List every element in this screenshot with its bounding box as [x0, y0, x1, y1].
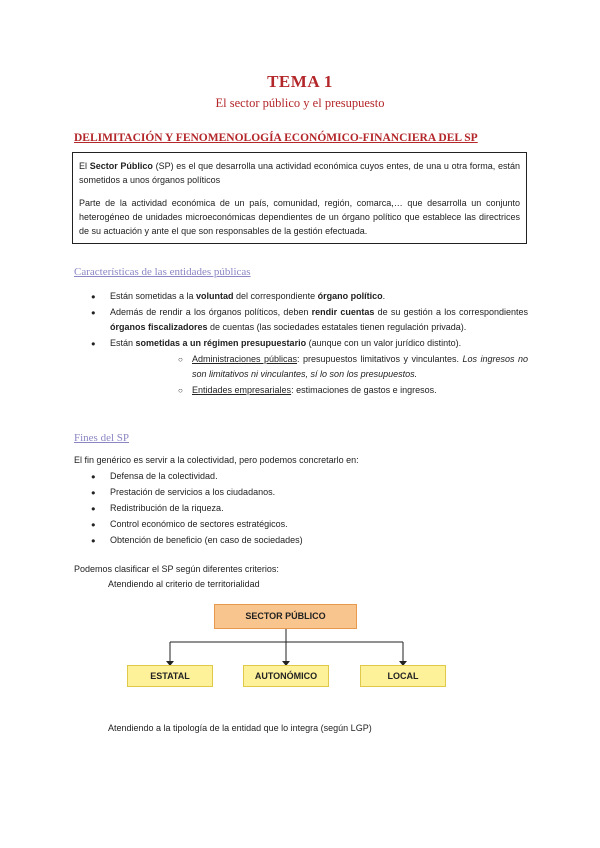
list-item: ● Redistribución de la riqueza.: [90, 501, 530, 516]
definition-paragraph-2: Parte de la actividad económica de un país, comunidad, región, comarca,… que desarrolla un conjunto heterogéneo de unidades microeconómicas dependientes de un órgano político que establece las directrices de su actuación y ante el que son responsables de la gestión efectuada.: [79, 198, 520, 236]
list-item: ● Obtención de beneficio (en caso de sociedades): [90, 533, 530, 548]
text-run: (aunque con un valor jurídico distinto).: [306, 338, 462, 348]
text-run: El: [79, 161, 90, 171]
text-run: órganos fiscalizadores: [110, 322, 208, 332]
list-item: ● Prestación de servicios a los ciudadanos.: [90, 485, 530, 500]
fines-intro: El fin genérico es servir a la colectividad, pero podemos concretarlo en:: [74, 455, 359, 465]
text-run: (SP) es el que desarrolla una actividad económica cuyos entes, de una u otra forma, están sometidos a unos órganos políticos: [79, 161, 520, 185]
criterio-territorialidad: Atendiendo al criterio de territorialidad: [108, 579, 260, 589]
text-run: Administraciones públicas: [192, 354, 298, 364]
org-node-autonomico: AUTONÓMICO: [243, 665, 329, 687]
section-heading-fines: Fines del SP: [74, 432, 130, 444]
text-run: órgano político: [317, 291, 383, 301]
org-node-sector-publico: SECTOR PÚBLICO: [214, 604, 357, 629]
page-title: TEMA 1: [267, 72, 333, 91]
org-node-estatal: ESTATAL: [127, 665, 213, 687]
page-subtitle: El sector público y el presupuesto: [215, 96, 385, 110]
text-run: sometidas a un régimen presupuestario: [135, 338, 307, 348]
section-heading-caracteristicas: Características de las entidades públicas: [74, 266, 251, 278]
text-run: : estimaciones de gastos e ingresos.: [291, 385, 437, 395]
text-run: rendir cuentas: [311, 307, 375, 317]
text-run: Están sometidas a la: [110, 291, 197, 301]
text-run: Entidades empresariales: [192, 385, 292, 395]
section-heading-delimitacion: DELIMITACIÓN Y FENOMENOLOGÍA ECONÓMICO-FINANCIERA DEL SP: [74, 132, 478, 144]
text-run: de cuentas (las sociedades estatales tienen regulación privada).: [207, 322, 467, 332]
list-item: ● Defensa de la colectividad.: [90, 469, 530, 484]
org-node-local: LOCAL: [360, 665, 446, 687]
list-item: ● Control económico de sectores estratégicos.: [90, 517, 530, 532]
text-run: voluntad: [196, 291, 234, 301]
text-run: : presupuestos limitativos y vinculantes.: [297, 354, 463, 364]
text-run: Están: [110, 338, 136, 348]
text-run: de su gestión a los correspondientes: [374, 307, 528, 317]
clasificacion-intro: Podemos clasificar el SP según diferentes criterios:: [74, 564, 279, 574]
text-run: Además de rendir a los órganos políticos, deben: [110, 307, 312, 317]
term-sector-publico: Sector Público: [89, 161, 153, 171]
criterio-tipologia: Atendiendo a la tipología de la entidad que lo integra (según LGP): [108, 723, 372, 733]
text-run: Los ingresos no son limitativos ni vinculantes, sí lo son los presupuestos.: [192, 354, 528, 379]
text-run: .: [382, 291, 386, 301]
text-run: del correspondiente: [233, 291, 318, 301]
